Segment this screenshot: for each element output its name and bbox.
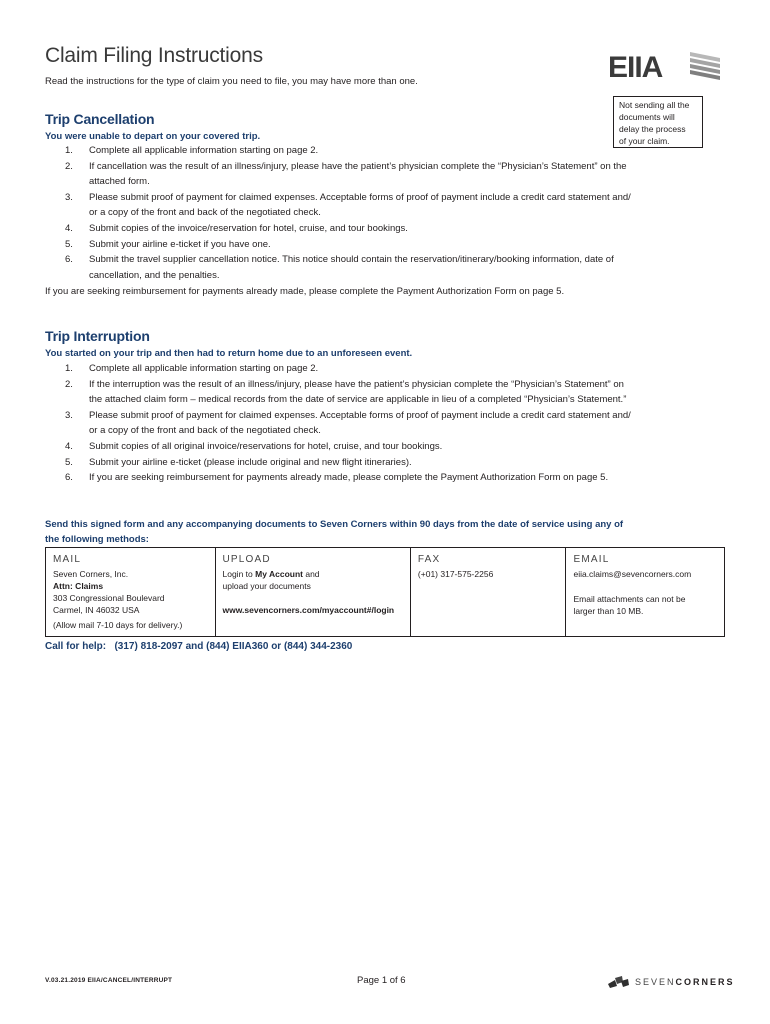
list-item: 6. Submit the travel supplier cancellation notice. This notice should contain the reservation/itinerary/booking information, date of cancellation, and the penalties.	[65, 254, 614, 281]
seven-corners-logo-icon	[606, 975, 630, 989]
trip-cancellation-steps	[45, 143, 705, 283]
intro-text: Read the instructions for the type of claim you need to file, you may have more than one.	[45, 76, 418, 87]
list-item: 1. Complete all applicable information starting on page 2.	[65, 363, 319, 374]
submission-methods-table	[45, 547, 725, 637]
trip-cancellation-lead: You were unable to depart on your covered trip.	[45, 131, 261, 142]
my-account-label: My Account	[255, 569, 303, 579]
email-address-link[interactable]: eiia.claims@sevencorners.com	[573, 569, 692, 579]
mail-street: 303 Congressional Boulevard	[53, 593, 165, 603]
logo-text: EIIA	[608, 51, 663, 82]
page-number: Page 1 of 6	[357, 975, 406, 986]
list-item: 5. Submit your airline e-ticket if you have one.	[65, 238, 271, 250]
seven-corners-logo	[606, 975, 735, 989]
mail-attn: Attn: Claims	[53, 581, 104, 591]
notice-line: delay the process	[619, 124, 686, 134]
list-item: 5. Submit your airline e-ticket (please include original and new flight itineraries).	[65, 456, 412, 468]
notice-line: of your claim.	[619, 136, 670, 146]
list-item: 1. Complete all applicable information starting on page 2.	[65, 145, 319, 156]
send-line: Send this signed form and any accompanying documents to Seven Corners within 90 days from the date of service using any of	[45, 519, 624, 530]
fax-heading: FAX	[417, 554, 441, 565]
trip-interruption-title: Trip Interruption	[45, 328, 150, 344]
list-item: 2. If the interruption was the result of an illness/injury, please have the patient’s physician complete the “Physician’s Statement” on the attached claim form – medical records from the date of service are applicable in lieu of a completed “Physician’s Statement.”	[65, 378, 627, 406]
list-item: 3. Please submit proof of payment for claimed expenses. Acceptable forms of proof of payment include a credit card statement and/ or a copy of the front and back of the negotiated check.	[65, 191, 631, 219]
notice-line: documents will	[619, 112, 675, 122]
upload-heading: UPLOAD	[222, 554, 271, 565]
eiia-logo	[608, 48, 720, 82]
email-note: larger than 10 MB.	[573, 606, 644, 616]
upload-method	[216, 548, 411, 636]
upload-url-link[interactable]: www.sevencorners.com/myaccount#/login	[222, 605, 395, 615]
send-line: the following methods:	[45, 534, 149, 545]
trip-cancellation-title: Trip Cancellation	[45, 111, 155, 127]
trip-interruption-steps	[45, 361, 705, 486]
seven-corners-wordmark: SEVENCORNERS	[635, 977, 735, 987]
list-item: 6. If you are seeking reimbursement for payments already made, please complete the Payment Authorization Form on page 5.	[65, 472, 609, 484]
email-heading: EMAIL	[573, 554, 610, 565]
list-item: 3. Please submit proof of payment for claimed expenses. Acceptable forms of proof of payment include a credit card statement and/ or a copy of the front and back of the negotiated check.	[65, 409, 631, 437]
upload-line1: Login to My Account and	[222, 569, 320, 579]
mail-note: (Allow mail 7-10 days for delivery.)	[53, 620, 183, 630]
send-instructions	[45, 517, 705, 547]
page-title: Claim Filing Instructions	[45, 44, 263, 67]
upload-line2: upload your documents	[222, 581, 311, 591]
email-method	[566, 548, 724, 636]
notice-box	[613, 96, 703, 148]
trip-cancellation-note: If you are seeking reimbursement for payments already made, please complete the Payment Authorization Form on page 5.	[45, 286, 565, 297]
fax-number: (+01) 317-575-2256	[417, 569, 494, 579]
mail-city: Carmel, IN 46032 USA	[53, 605, 140, 615]
list-item: 4. Submit copies of the invoice/reservation for hotel, cruise, and tour bookings.	[65, 222, 408, 234]
email-note: Email attachments can not be	[573, 594, 686, 604]
version-code: V.03.21.2019 EIIA/CANCEL/INTERRUPT	[45, 977, 173, 984]
mail-company: Seven Corners, Inc.	[53, 569, 129, 579]
call-for-help: Call for help: (317) 818-2097 and (844) EIIA360 or (844) 344-2360	[45, 641, 353, 652]
list-item: 4. Submit copies of all original invoice/reservations for hotel, cruise, and tour bookings.	[65, 440, 443, 452]
mail-method	[46, 548, 216, 636]
trip-interruption-lead: You started on your trip and then had to return home due to an unforeseen event.	[45, 348, 413, 359]
list-item: 2. If cancellation was the result of an illness/injury, please have the patient’s physician complete the “Physician’s Statement” on the attached form.	[65, 160, 627, 188]
fax-method	[411, 548, 567, 636]
mail-heading: MAIL	[53, 554, 82, 565]
notice-line: Not sending all the	[619, 100, 690, 110]
